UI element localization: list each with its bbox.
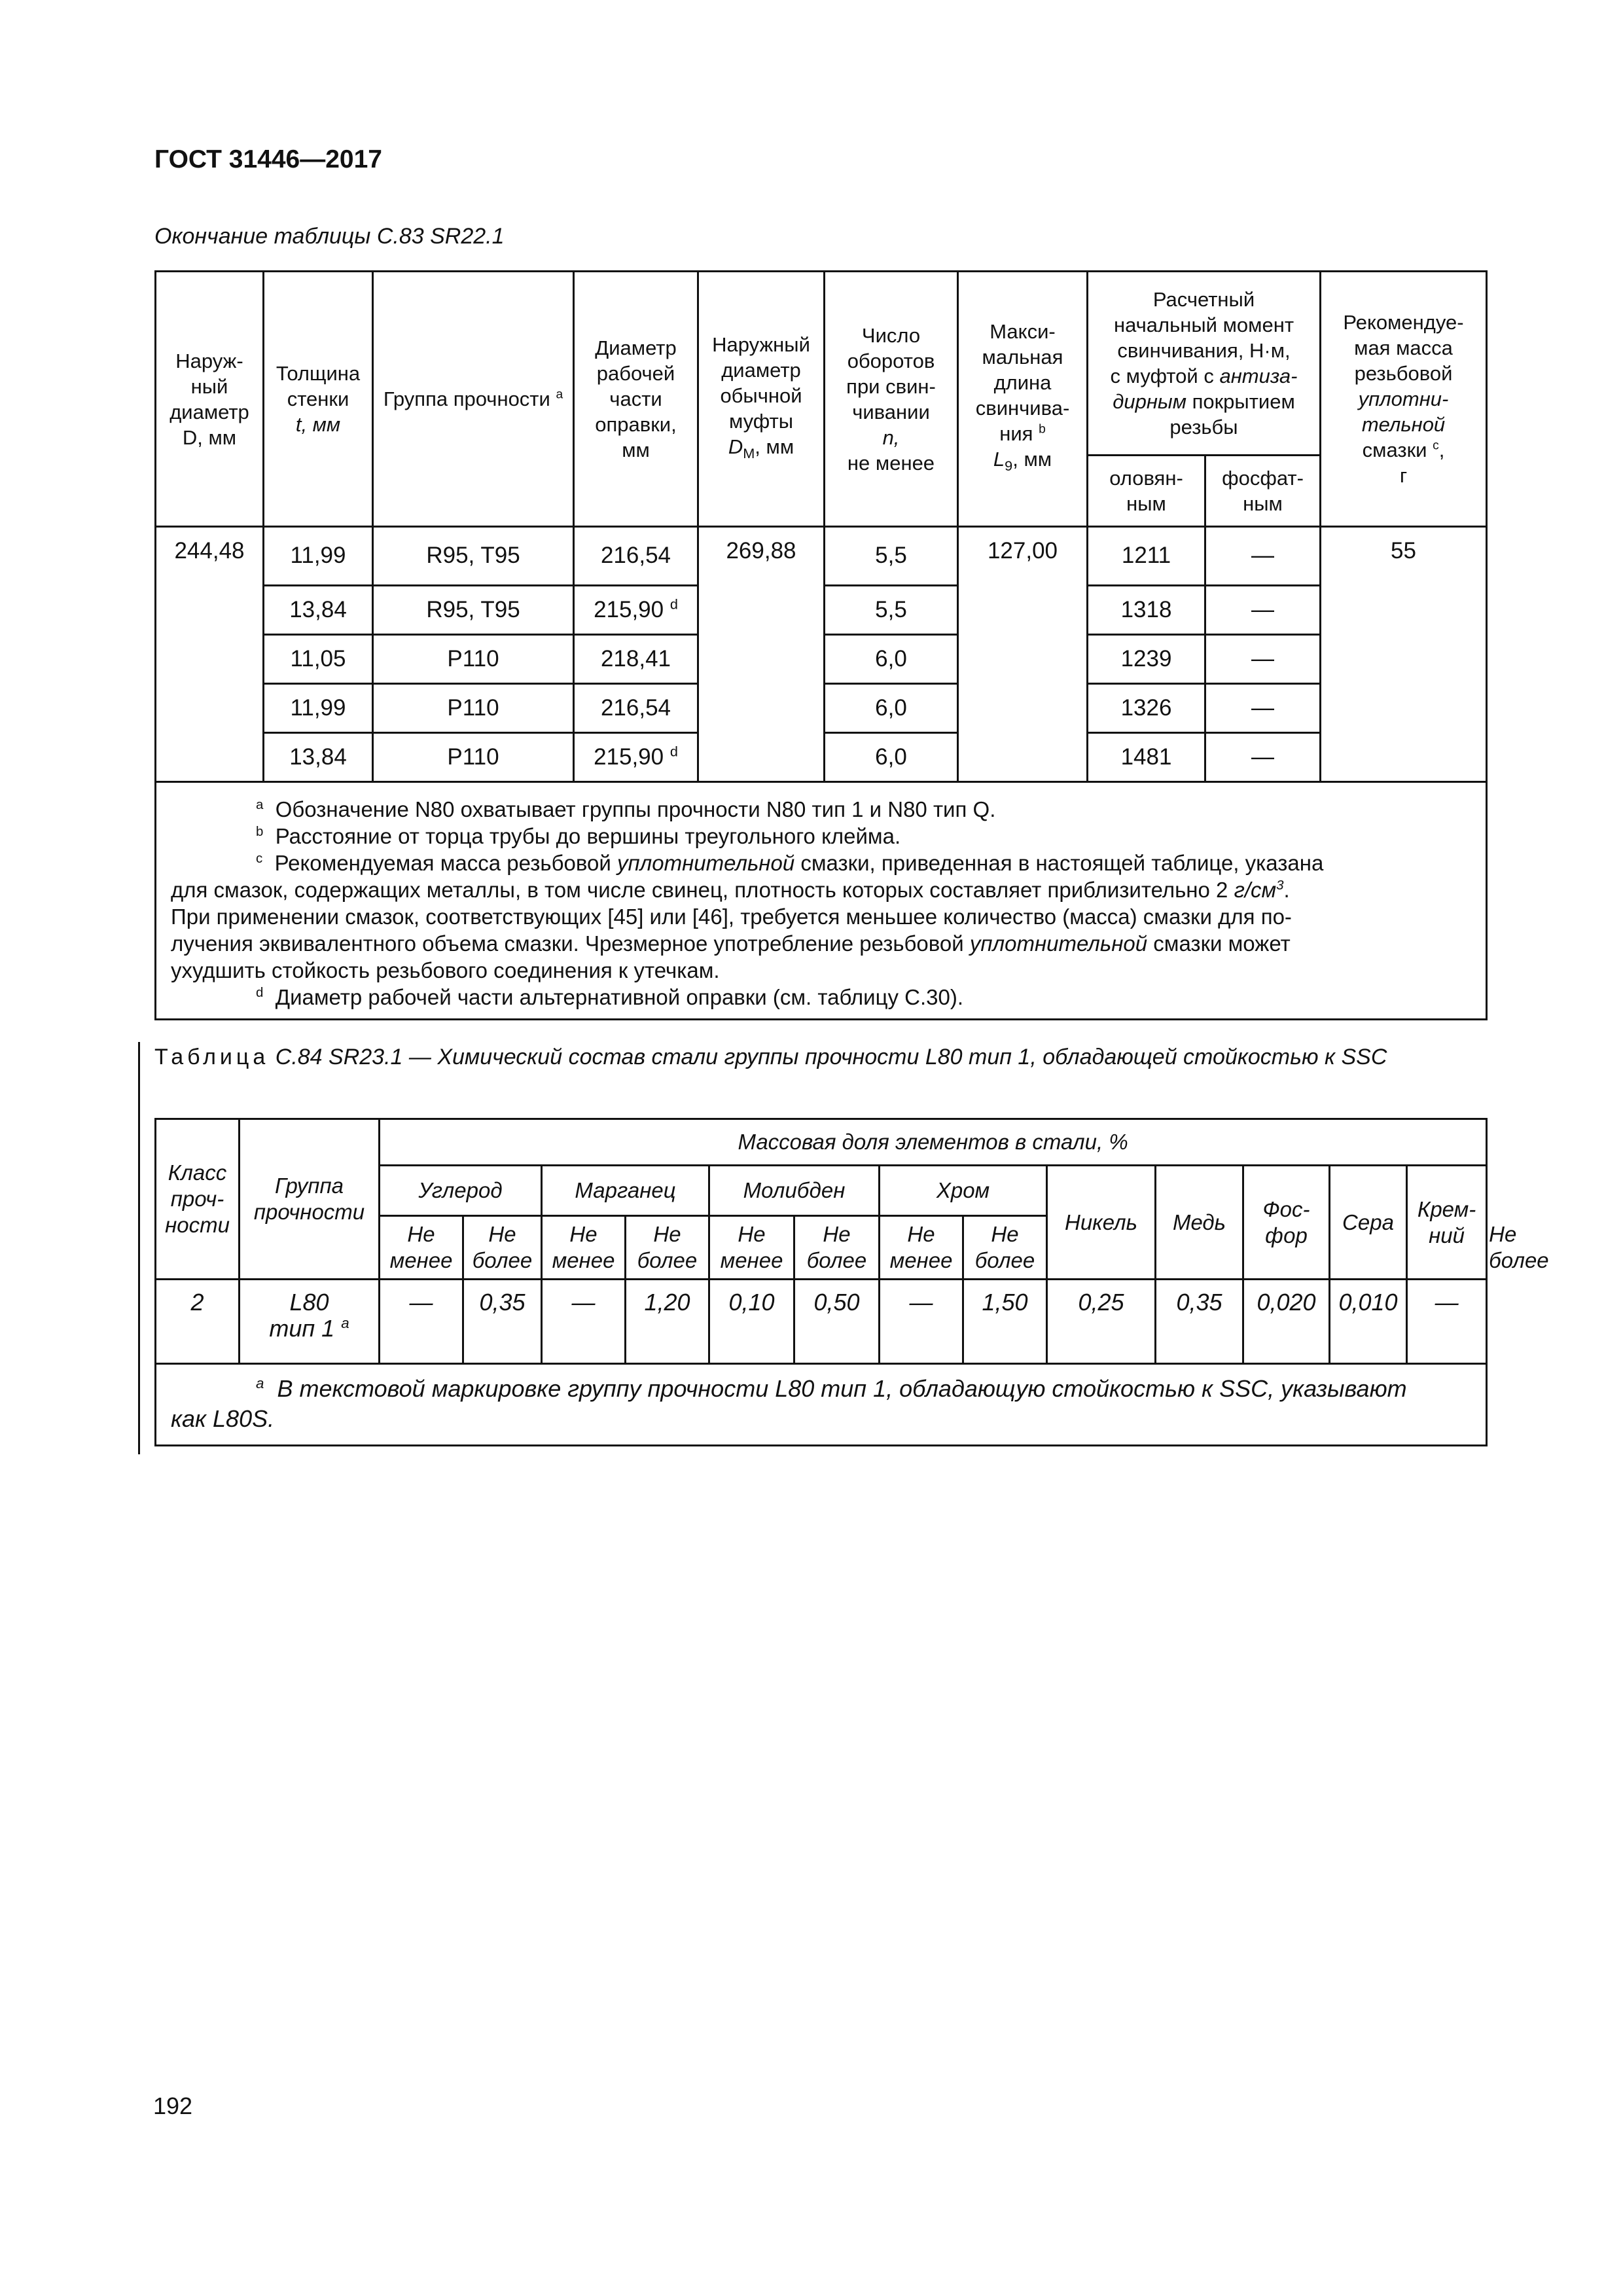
table2-caption: Таблица С.84 SR23.1 — Химический состав стали группы прочности L80 тип 1, обладающей стойкостью к SSC — [154, 1045, 1387, 1069]
cell-turns: 6,0 — [825, 634, 958, 683]
header-max: Не более — [963, 1216, 1047, 1280]
header-class: Класс проч- ности — [156, 1119, 240, 1280]
header-chromium: Хром — [880, 1166, 1047, 1216]
cell-makeup-length: 127,00 — [958, 527, 1088, 586]
table1-header-row-1 — [156, 272, 1487, 456]
header-compound-mass: Рекомендуе- мая масса резьбовой уплотни- тельной смазки $^с$, г — [1321, 272, 1487, 527]
header-copper: Медь — [1156, 1166, 1243, 1280]
header-nickel: Никель — [1047, 1166, 1156, 1280]
cell-mandrel: 216,54 — [574, 527, 698, 586]
header-strength-group: Группа прочности $^a$ — [373, 272, 574, 527]
cell-empty — [698, 732, 825, 781]
table-row — [156, 732, 1487, 781]
cell-torque-tin: 1326 — [1088, 683, 1205, 732]
document-id: ГОСТ 31446—2017 — [154, 145, 382, 173]
header-phosphate-coating: фосфат- ным — [1205, 456, 1321, 527]
cell-empty — [958, 585, 1088, 634]
table-row — [156, 527, 1487, 586]
table2-footnote: $^a$ В текстовой маркировке группу прочности L80 тип 1, обладающую стойкостью к SSC, указывают как L80S. — [156, 1364, 1487, 1446]
header-manganese: Марганец — [542, 1166, 709, 1216]
cell-mandrel: 216,54 — [574, 683, 698, 732]
header-min: Не менее — [380, 1216, 463, 1280]
header-max: Не более — [794, 1216, 880, 1280]
cell-empty — [698, 634, 825, 683]
cell-torque-phosphate: — — [1205, 634, 1321, 683]
cell-empty — [1321, 585, 1487, 634]
cell-carbon-max: 0,35 — [463, 1280, 542, 1364]
cell-copper: 0,35 — [1156, 1280, 1243, 1364]
table2-header-row-3: Не менее Не более Не менее Не более Не менее Не более Не менее Не более Не более — [156, 1216, 1487, 1280]
cell-empty — [698, 683, 825, 732]
header-silicon: Крем- ний — [1407, 1166, 1487, 1280]
cell-silicon: — — [1407, 1280, 1487, 1364]
cell-wall: 11,99 — [264, 527, 373, 586]
cell-group: R95, T95 — [373, 585, 574, 634]
cell-torque-phosphate: — — [1205, 585, 1321, 634]
header-sulfur: Сера — [1330, 1166, 1407, 1280]
header-min: Не менее — [880, 1216, 963, 1280]
cell-torque-phosphate: — — [1205, 527, 1321, 586]
cell-empty — [156, 732, 264, 781]
cell-molybdenum-min: 0,10 — [709, 1280, 794, 1364]
table-row — [156, 683, 1487, 732]
cell-chromium-min: — — [880, 1280, 963, 1364]
cell-empty — [958, 683, 1088, 732]
cell-torque-tin: 1211 — [1088, 527, 1205, 586]
cell-empty — [156, 683, 264, 732]
cell-class: 2 — [156, 1280, 240, 1364]
footnote-c-line-2: для смазок, содержащих металлы, в том числе свинец, плотность которых составляет приблизительно 2 $г/см^3$. — [171, 877, 1290, 902]
cell-turns: 6,0 — [825, 683, 958, 732]
cell-torque-phosphate: — — [1205, 732, 1321, 781]
cell-compound-mass: 55 — [1321, 527, 1487, 586]
table1-caption: Окончание таблицы С.83 SR22.1 — [154, 224, 505, 249]
cell-wall: 13,84 — [264, 585, 373, 634]
cell-group: P110 — [373, 732, 574, 781]
table-row — [156, 634, 1487, 683]
cell-empty — [958, 732, 1088, 781]
cell-empty — [1321, 683, 1487, 732]
header-makeup-torque: Расчетный начальный момент свинчивания, Н·м, с муфтой с антиза- дирным покрытием резьбы — [1088, 272, 1321, 456]
change-bar — [138, 1042, 140, 1454]
cell-sulfur: 0,010 — [1330, 1280, 1407, 1364]
table2-header-row-1 — [156, 1119, 1487, 1166]
table2-footnote-row — [156, 1364, 1487, 1446]
cell-manganese-min: — — [542, 1280, 626, 1364]
header-max: Не более — [463, 1216, 542, 1280]
cell-turns: 5,5 — [825, 585, 958, 634]
table-row — [156, 1280, 1487, 1364]
header-wall-thickness: Толщина стенки t, мм — [264, 272, 373, 527]
cell-torque-tin: 1239 — [1088, 634, 1205, 683]
cell-coupling-diameter: 269,88 — [698, 527, 825, 586]
table1-footnotes-row — [156, 781, 1487, 1019]
cell-turns: 6,0 — [825, 732, 958, 781]
header-mass-fraction: Массовая доля элементов в стали, % — [380, 1119, 1487, 1166]
header-coupling-diameter: Наружный диаметр обычной муфты $D_M$, мм — [698, 272, 825, 527]
cell-group: P110 — [373, 683, 574, 732]
header-max: Не более — [626, 1216, 709, 1280]
cell-empty — [1321, 634, 1487, 683]
header-turns: Число оборотов при свин- чивании n, не менее — [825, 272, 958, 527]
cell-wall: 11,99 — [264, 683, 373, 732]
cell-torque-tin: 1481 — [1088, 732, 1205, 781]
footnote-c-line-4: лучения эквивалентного объема смазки. Чрезмерное употребление резьбовой уплотнительной смазки может — [171, 931, 1291, 956]
cell-torque-phosphate: — — [1205, 683, 1321, 732]
footnote-c-line-5: ухудшить стойкость резьбового соединения к утечкам. — [171, 958, 720, 982]
cell-empty — [1321, 732, 1487, 781]
cell-nickel: 0,25 — [1047, 1280, 1156, 1364]
header-min: Не менее — [709, 1216, 794, 1280]
footnote-a: $^a$ Обозначение N80 охватывает группы прочности N80 тип 1 и N80 тип Q. — [256, 797, 996, 821]
header-carbon: Углерод — [380, 1166, 542, 1216]
cell-chromium-max: 1,50 — [963, 1280, 1047, 1364]
cell-group: P110 — [373, 634, 574, 683]
table-c83 — [154, 270, 1488, 1020]
header-molybdenum: Молибден — [709, 1166, 880, 1216]
header-min: Не менее — [542, 1216, 626, 1280]
header-tin-coating: оловян- ным — [1088, 456, 1205, 527]
cell-empty — [698, 585, 825, 634]
table-row — [156, 585, 1487, 634]
header-group: Группа прочности — [240, 1119, 380, 1280]
cell-turns: 5,5 — [825, 527, 958, 586]
cell-outer-diameter: 244,48 — [156, 527, 264, 586]
cell-phosphorus: 0,020 — [1243, 1280, 1330, 1364]
footnote-c: $^c$ Рекомендуемая масса резьбовой уплотнительной смазки, приведенная в настоящей таблице, указана — [256, 850, 1324, 875]
page-number: 192 — [153, 2092, 193, 2119]
header-mandrel-diameter: Диаметр рабочей части оправки, мм — [574, 272, 698, 527]
cell-empty — [958, 634, 1088, 683]
header-makeup-length: Макси- мальная длина свинчива- ния $^b$ $L_9$, мм — [958, 272, 1088, 527]
footnote-b: $^b$ Расстояние от торца трубы до вершины треугольного клейма. — [256, 823, 901, 848]
cell-wall: 11,05 — [264, 634, 373, 683]
cell-molybdenum-max: 0,50 — [794, 1280, 880, 1364]
cell-wall: 13,84 — [264, 732, 373, 781]
table1-footnotes — [156, 781, 1487, 1019]
cell-empty — [156, 585, 264, 634]
cell-group: R95, T95 — [373, 527, 574, 586]
footnote-d: $^d$ Диаметр рабочей части альтернативной оправки (см. таблицу С.30). — [256, 984, 964, 1009]
header-phosphorus: Фос- фор — [1243, 1166, 1330, 1280]
header-outer-diameter: Наруж- ный диаметр D, мм — [156, 272, 264, 527]
cell-manganese-max: 1,20 — [626, 1280, 709, 1364]
cell-torque-tin: 1318 — [1088, 585, 1205, 634]
table-c84 — [154, 1118, 1549, 1446]
cell-empty — [156, 634, 264, 683]
cell-mandrel: 215,90 $^d$ — [574, 585, 698, 634]
footnote-c-line-3: При применении смазок, соответствующих [45] или [46], требуется меньшее количество (масса) смазки для по- — [171, 904, 1292, 929]
cell-carbon-min: — — [380, 1280, 463, 1364]
cell-mandrel: 218,41 — [574, 634, 698, 683]
cell-group: L80 тип 1 $^a$ — [240, 1280, 380, 1364]
cell-mandrel: 215,90 $^d$ — [574, 732, 698, 781]
